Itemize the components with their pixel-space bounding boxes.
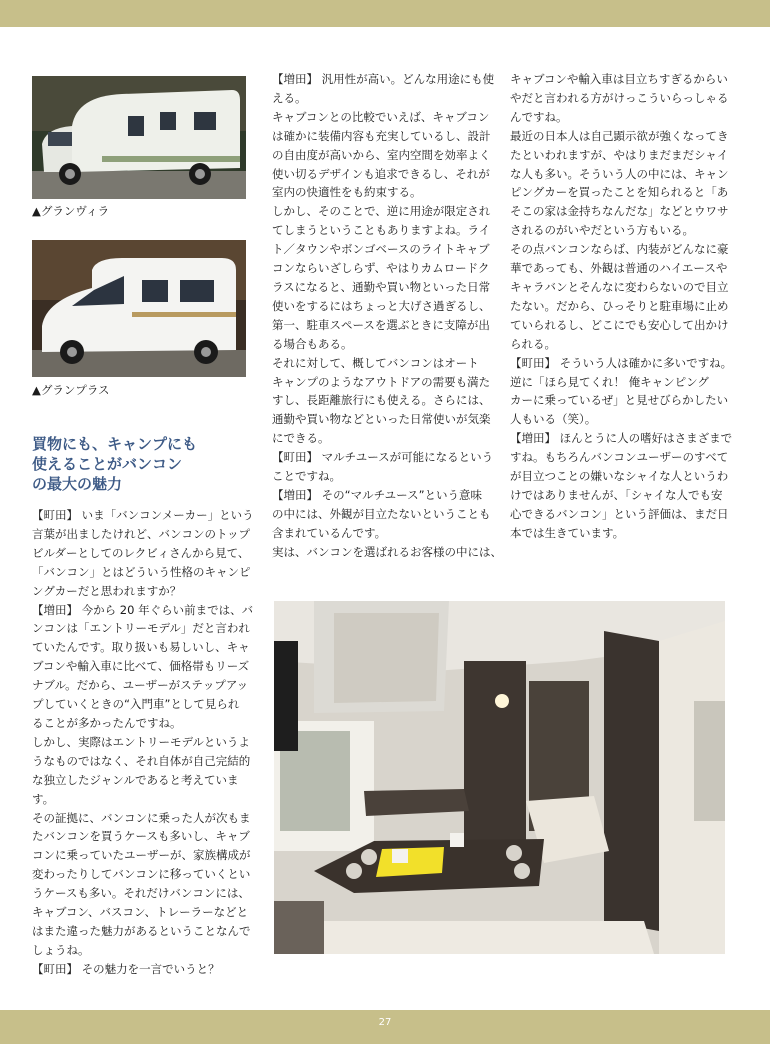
middle-column [272,70,504,562]
text-line: 使いをするにはちょっと大げさ過ぎるし、 [272,298,491,313]
text-line: コンならいざしらず、やはりカムロードク [272,261,490,276]
text-line: キャブコンや輸入車は目立ちすぎるからい [510,72,728,86]
text-line: の中には、外観が目立たないということも [272,506,491,521]
top-color-band [0,0,770,27]
text-line: キャブコンとの比較でいえば、キャブコン [272,109,490,124]
text-line: しかし、実際はエントリーモデルというよ [32,734,250,749]
text-line: てしまうということもありますよね。ライ [272,223,491,238]
text-line: ことですね。 [272,469,341,484]
text-line: たない。だから、ひっそりと駐車場に止め [510,298,729,313]
interior-photo [274,601,725,954]
text-line: 変わったりしてバンコンに移っていくとい [32,867,251,882]
text-line: の自由度が高いから、室内空間を効率よく [272,147,491,162]
text-line: その証拠に、バンコンに乗った人が次もま [32,810,251,825]
text-line: 本では生きています。 [510,525,625,540]
text-line: うなものではなく、それ自体が自己完結的 [32,753,251,768]
text-line: たといわれますが、やはりまだまだシャイ [510,147,729,162]
text-line: ングカーだと思われますか？ [32,583,182,598]
text-line: コンに乗っていたユーザーが、家族構成が [32,848,251,863]
text-line: 最近の日本人は自己顕示欲が強くなってき [510,128,729,143]
text-line: 逆に「ほら見てくれ！ 俺キャンピング [510,374,709,389]
text-line: やだと言われる方がけっこういらっしゃる [510,90,729,105]
text-line: ビルダーとしてのレクビィさんから見て、 [32,545,250,560]
text-line: しょうね。 [32,942,90,957]
text-line: 【町田】 いま「バンコンメーカー」という [32,508,254,522]
text-line: キャンプのようなアウトドアの需要も満た [272,374,491,389]
text-line: ていたんです。取り扱いも易しいし、キャ [32,640,250,655]
text-line: 含まれているんです。 [272,525,387,540]
text-line: 人もいる（笑）。 [510,412,597,427]
text-line: ていられるし、どこにでも安心して出かけ [510,317,729,332]
text-line: ト／タウンやボンゴベースのライトキャブ [272,242,490,257]
right-column [510,70,742,543]
heading-line: の最大の魅力 [32,475,123,493]
left-column [32,506,264,979]
text-line: 【町田】 そういう人は確かに多いですね。 [510,355,733,370]
text-line: る場合もある。 [272,336,353,351]
text-line: が目立つことの嫌いなシャイな人というわ [510,469,729,484]
text-line: すし、長距離旅行にも使える。さらには、 [272,393,491,408]
text-line: けではありませんが、「シャイな人でも安 [510,487,723,502]
text-line: 心できるバンコン」という評価は、まだ日 [510,506,729,521]
camper-granvilla-image [32,76,246,199]
text-line: 【町田】 マルチユースが可能になるという [272,450,494,465]
text-line: プしていくときの“入門車”として見られ [32,697,240,712]
text-line: はまた違った魅力があるということなんで [32,923,251,938]
camper-photo-granplus [32,240,246,377]
section-heading [32,434,232,494]
text-line: 第一、駐車スペースを選ぶときに支障が出 [272,317,490,332]
van-interior-image [274,601,725,954]
text-line: んですね。 [510,109,568,124]
text-line: キャラバンとそんなに変わらないので目立 [510,279,729,294]
page-number: 27 [378,1017,392,1028]
caption-granplus: ▲グランプラス [32,383,110,397]
text-line: 言葉が出ましたけれど、バンコンのトップ [32,526,251,541]
text-line: 使い切るデザインも追求できるし、それが [272,166,490,181]
text-line: ンコンは「エントリーモデル」だと言われ [32,621,250,636]
text-line: ることが多かったんですね。 [32,715,182,730]
text-line: キャブコン、バスコン、トレーラーなどと [32,905,249,920]
text-line: 室内の快適性をも約束する。 [272,185,422,200]
heading-line: 使えることがバンコン [32,455,183,473]
text-line: しかし、そのことで、逆に用途が限定され [272,204,491,219]
text-line: 華であっても、外観は普通のハイエースや [510,261,728,276]
text-line: 【増田】 ほんとうに人の嗜好はさまざまで [510,431,733,446]
text-line: たバンコンを買うケースも多いし、キャブ [32,829,250,844]
text-line: な人も多い。そういう人の中には、キャン [510,166,729,181]
text-line: ラスになると、通勤や買い物といった日常 [272,279,491,294]
text-line: 「バンコン」とはどういう性格のキャンピ [32,564,251,579]
camper-photo-granvilla [32,76,246,199]
text-line: は確かに装備内容も充実しているし、設計 [272,128,491,143]
text-line: える。 [272,90,307,105]
text-line: す。 [32,791,55,806]
text-line: な独立したジャンルであると考えていま [32,772,239,787]
text-line: それに対して、概してバンコンはオート [272,355,479,370]
text-line: にできる。 [272,431,330,446]
text-line: ブコンや輸入車に比べて、価格帯もリーズ [32,659,250,674]
text-line: うケースも多い。それだけバンコンには、 [32,886,250,901]
text-line: ナブル。だから、ユーザーがステップアッ [32,678,249,693]
text-line: 【増田】 その“マルチユース”という意味 [272,487,483,502]
text-line: 【町田】 その魅力を一言でいうと？ [32,961,220,976]
text-line: 【増田】 汎用性が高い。どんな用途にも使 [272,72,495,86]
text-line: カーに乗っているぜ」と見せびらかしたい [510,393,729,408]
heading-line: 買物にも、キャンプにも [32,435,198,453]
text-line: ピングカーを買ったことを知られると「あ [510,185,729,200]
text-line: 【増田】 今から 20 年ぐらい前までは、バ [32,602,254,617]
caption-granvilla: ▲グランヴィラ [32,204,110,218]
camper-granplus-image [32,240,246,377]
text-line: られる。 [510,336,556,351]
text-line: 実は、バンコンを選ばれるお客様の中には、 [272,544,502,559]
text-line: そこの家は金持ちなんだな」などとウワサ [510,204,729,219]
text-line: されるのがいやだという方もいる。 [510,223,694,238]
text-line: すね。もちろんバンコンユーザーのすべて [510,450,729,465]
text-line: その点バンコンならば、内装がどんなに豪 [510,242,729,257]
text-line: 通勤や買い物などといった日常使いが気楽 [272,412,491,427]
